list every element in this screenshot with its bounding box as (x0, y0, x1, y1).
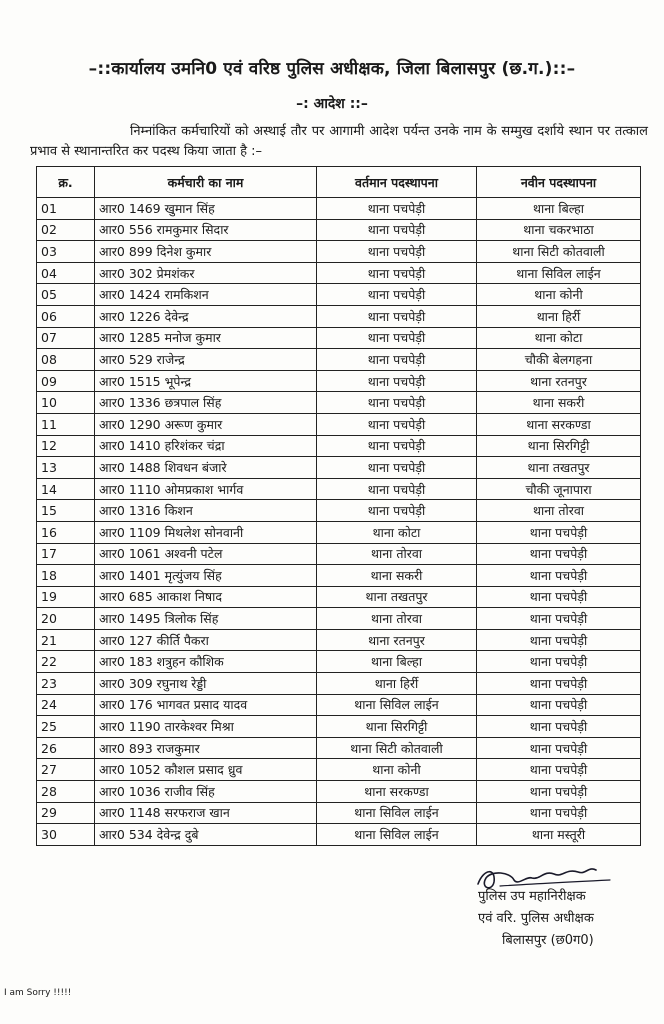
employee-name-cell: आर0 1410 हरिशंकर चंद्रा (95, 435, 317, 457)
table-row (37, 716, 641, 738)
employee-name-cell: आर0 899 दिनेश कुमार (95, 241, 317, 263)
current-posting-cell: थाना पचपेड़ी (317, 349, 477, 371)
current-posting-cell: थाना पचपेड़ी (317, 435, 477, 457)
current-posting-cell: थाना सिविल लाईन (317, 824, 477, 846)
employee-name-cell: आर0 1109 मिथलेश सोनवानी (95, 521, 317, 543)
employee-name-cell: आर0 1285 मनोज कुमार (95, 327, 317, 349)
employee-name-cell: आर0 529 राजेन्द्र (95, 349, 317, 371)
new-posting-cell: थाना पचपेड़ी (477, 716, 641, 738)
new-posting-cell: थाना चकरभाठा (477, 219, 641, 241)
current-posting-cell: थाना सरकण्डा (317, 781, 477, 803)
employee-name-cell: आर0 1110 ओमप्रकाश भार्गव (95, 478, 317, 500)
table-header-row (37, 167, 641, 198)
table-row (37, 198, 641, 220)
new-posting-cell: थाना सरकण्डा (477, 413, 641, 435)
current-posting-cell: थाना पचपेड़ी (317, 219, 477, 241)
column-header-employee-name: कर्मचारी का नाम (95, 167, 317, 198)
employee-name-cell: आर0 127 कीर्ति पैकरा (95, 629, 317, 651)
new-posting-cell: थाना पचपेड़ी (477, 586, 641, 608)
serial-number-cell: 22 (37, 651, 95, 673)
serial-number-cell: 09 (37, 370, 95, 392)
table-row (37, 241, 641, 263)
serial-number-cell: 24 (37, 694, 95, 716)
table-row (37, 781, 641, 803)
employee-name-cell: आर0 176 भागवत प्रसाद यादव (95, 694, 317, 716)
new-posting-cell: चौकी बेलगहना (477, 349, 641, 371)
employee-name-cell: आर0 556 रामकुमार सिदार (95, 219, 317, 241)
column-header-serial: क्र. (37, 167, 95, 198)
new-posting-cell: थाना पचपेड़ी (477, 629, 641, 651)
employee-name-cell: आर0 309 रघुनाथ रेड्डी (95, 673, 317, 695)
serial-number-cell: 21 (37, 629, 95, 651)
order-title: –: आदेश ::– (296, 96, 368, 112)
employee-name-cell: आर0 1316 किशन (95, 500, 317, 522)
new-posting-cell: थाना तखतपुर (477, 457, 641, 479)
serial-number-cell: 19 (37, 586, 95, 608)
current-posting-cell: थाना पचपेड़ी (317, 413, 477, 435)
serial-number-cell: 05 (37, 284, 95, 306)
employee-name-cell: आर0 1190 तारकेश्वर मिश्रा (95, 716, 317, 738)
table-row (37, 824, 641, 846)
column-header-current-posting: वर्तमान पदस्थापना (317, 167, 477, 198)
current-posting-cell: थाना पचपेड़ी (317, 392, 477, 414)
new-posting-cell: थाना कोनी (477, 284, 641, 306)
transfer-table (36, 166, 641, 846)
current-posting-cell: थाना पचपेड़ी (317, 478, 477, 500)
table-row (37, 565, 641, 587)
serial-number-cell: 30 (37, 824, 95, 846)
current-posting-cell: थाना सकरी (317, 565, 477, 587)
employee-name-cell: आर0 1061 अश्वनी पटेल (95, 543, 317, 565)
serial-number-cell: 18 (37, 565, 95, 587)
serial-number-cell: 25 (37, 716, 95, 738)
table-row (37, 435, 641, 457)
employee-name-cell: आर0 1495 त्रिलोक सिंह (95, 608, 317, 630)
new-posting-cell: थाना सिरगिट्टी (477, 435, 641, 457)
employee-name-cell: आर0 1401 मृत्युंजय सिंह (95, 565, 317, 587)
serial-number-cell: 15 (37, 500, 95, 522)
current-posting-cell: थाना सिविल लाईन (317, 802, 477, 824)
table-row (37, 500, 641, 522)
new-posting-cell: थाना पचपेड़ी (477, 694, 641, 716)
serial-number-cell: 01 (37, 198, 95, 220)
column-header-new-posting: नवीन पदस्थापना (477, 167, 641, 198)
current-posting-cell: थाना सिरगिट्टी (317, 716, 477, 738)
new-posting-cell: थाना सकरी (477, 392, 641, 414)
signatory-designation: पुलिस उप महानिरीक्षक (478, 889, 586, 904)
current-posting-cell: थाना पचपेड़ी (317, 241, 477, 263)
table-row (37, 802, 641, 824)
new-posting-cell: थाना बिल्हा (477, 198, 641, 220)
employee-name-cell: आर0 893 राजकुमार (95, 737, 317, 759)
serial-number-cell: 29 (37, 802, 95, 824)
new-posting-cell: थाना पचपेड़ी (477, 673, 641, 695)
employee-name-cell: आर0 302 प्रेमशंकर (95, 262, 317, 284)
current-posting-cell: थाना रतनपुर (317, 629, 477, 651)
new-posting-cell: थाना मस्तूरी (477, 824, 641, 846)
new-posting-cell: थाना सिटी कोतवाली (477, 241, 641, 263)
employee-name-cell: आर0 1052 कौशल प्रसाद ध्रुव (95, 759, 317, 781)
employee-name-cell: आर0 1469 खुमान सिंह (95, 198, 317, 220)
serial-number-cell: 02 (37, 219, 95, 241)
employee-name-cell: आर0 1336 छत्रपाल सिंह (95, 392, 317, 414)
new-posting-cell: थाना रतनपुर (477, 370, 641, 392)
serial-number-cell: 23 (37, 673, 95, 695)
new-posting-cell: थाना पचपेड़ी (477, 737, 641, 759)
employee-name-cell: आर0 1488 शिवधन बंजारे (95, 457, 317, 479)
table-row (37, 349, 641, 371)
table-row (37, 327, 641, 349)
new-posting-cell: थाना पचपेड़ी (477, 565, 641, 587)
table-row (37, 392, 641, 414)
table-row (37, 586, 641, 608)
new-posting-cell: थाना पचपेड़ी (477, 802, 641, 824)
current-posting-cell: थाना तोरवा (317, 608, 477, 630)
employee-name-cell: आर0 1290 अरूण कुमार (95, 413, 317, 435)
office-header: –::कार्यालय उमनि0 एवं वरिष्ठ पुलिस अधीक्षक, जिला बिलासपुर (छ.ग.)::– (88, 59, 576, 79)
serial-number-cell: 17 (37, 543, 95, 565)
current-posting-cell: थाना पचपेड़ी (317, 457, 477, 479)
table-row (37, 262, 641, 284)
table-row (37, 543, 641, 565)
table-row (37, 737, 641, 759)
serial-number-cell: 08 (37, 349, 95, 371)
new-posting-cell: थाना पचपेड़ी (477, 651, 641, 673)
current-posting-cell: थाना पचपेड़ी (317, 370, 477, 392)
table-row (37, 370, 641, 392)
serial-number-cell: 12 (37, 435, 95, 457)
new-posting-cell: चौकी जूनापारा (477, 478, 641, 500)
serial-number-cell: 06 (37, 305, 95, 327)
serial-number-cell: 11 (37, 413, 95, 435)
serial-number-cell: 03 (37, 241, 95, 263)
table-row (37, 478, 641, 500)
employee-name-cell: आर0 534 देवेन्द्र दुबे (95, 824, 317, 846)
table-row (37, 413, 641, 435)
current-posting-cell: थाना तखतपुर (317, 586, 477, 608)
table-row (37, 759, 641, 781)
table-row (37, 219, 641, 241)
current-posting-cell: थाना पचपेड़ी (317, 198, 477, 220)
new-posting-cell: थाना पचपेड़ी (477, 608, 641, 630)
new-posting-cell: थाना पचपेड़ी (477, 759, 641, 781)
table-row (37, 673, 641, 695)
current-posting-cell: थाना पचपेड़ी (317, 262, 477, 284)
footer-note: I am Sorry !!!!! (4, 988, 72, 998)
current-posting-cell: थाना कोनी (317, 759, 477, 781)
serial-number-cell: 10 (37, 392, 95, 414)
table-row (37, 608, 641, 630)
serial-number-cell: 13 (37, 457, 95, 479)
current-posting-cell: थाना पचपेड़ी (317, 284, 477, 306)
serial-number-cell: 14 (37, 478, 95, 500)
employee-name-cell: आर0 1424 रामकिशन (95, 284, 317, 306)
table-row (37, 694, 641, 716)
table-row (37, 457, 641, 479)
order-intro (30, 122, 648, 162)
serial-number-cell: 16 (37, 521, 95, 543)
order-intro-text: निम्नांकित कर्मचारियों को अस्थाई तौर पर आगामी आदेश पर्यन्त उनके नाम के सम्मुख दर्शाये स्थान पर तत्काल प्रभाव से स्थानान्तरित कर पदस्थ किया जाता है :– (30, 124, 648, 159)
table-row (37, 521, 641, 543)
employee-name-cell: आर0 685 आकाश निषाद (95, 586, 317, 608)
new-posting-cell: थाना तोरवा (477, 500, 641, 522)
current-posting-cell: थाना कोटा (317, 521, 477, 543)
employee-name-cell: आर0 1148 सरफराज खान (95, 802, 317, 824)
employee-name-cell: आर0 1515 भूपेन्द्र (95, 370, 317, 392)
new-posting-cell: थाना पचपेड़ी (477, 781, 641, 803)
current-posting-cell: थाना तोरवा (317, 543, 477, 565)
serial-number-cell: 27 (37, 759, 95, 781)
current-posting-cell: थाना बिल्हा (317, 651, 477, 673)
serial-number-cell: 20 (37, 608, 95, 630)
table-row (37, 651, 641, 673)
new-posting-cell: थाना कोटा (477, 327, 641, 349)
new-posting-cell: थाना पचपेड़ी (477, 521, 641, 543)
serial-number-cell: 28 (37, 781, 95, 803)
signatory-subtitle: एवं वरि. पुलिस अधीक्षक (478, 911, 594, 926)
table-row (37, 629, 641, 651)
serial-number-cell: 26 (37, 737, 95, 759)
employee-name-cell: आर0 183 शत्रुहन कौशिक (95, 651, 317, 673)
current-posting-cell: थाना पचपेड़ी (317, 327, 477, 349)
new-posting-cell: थाना पचपेड़ी (477, 543, 641, 565)
table-row (37, 284, 641, 306)
current-posting-cell: थाना सिविल लाईन (317, 694, 477, 716)
table-body (37, 198, 641, 846)
current-posting-cell: थाना पचपेड़ी (317, 305, 477, 327)
current-posting-cell: थाना पचपेड़ी (317, 500, 477, 522)
new-posting-cell: थाना सिविल लाईन (477, 262, 641, 284)
signature-block (478, 886, 658, 952)
new-posting-cell: थाना हिर्री (477, 305, 641, 327)
current-posting-cell: थाना हिर्री (317, 673, 477, 695)
serial-number-cell: 04 (37, 262, 95, 284)
serial-number-cell: 07 (37, 327, 95, 349)
signatory-location: बिलासपुर (छ0ग0) (502, 933, 594, 948)
employee-name-cell: आर0 1226 देवेन्द्र (95, 305, 317, 327)
employee-name-cell: आर0 1036 राजीव सिंह (95, 781, 317, 803)
table-row (37, 305, 641, 327)
current-posting-cell: थाना सिटी कोतवाली (317, 737, 477, 759)
